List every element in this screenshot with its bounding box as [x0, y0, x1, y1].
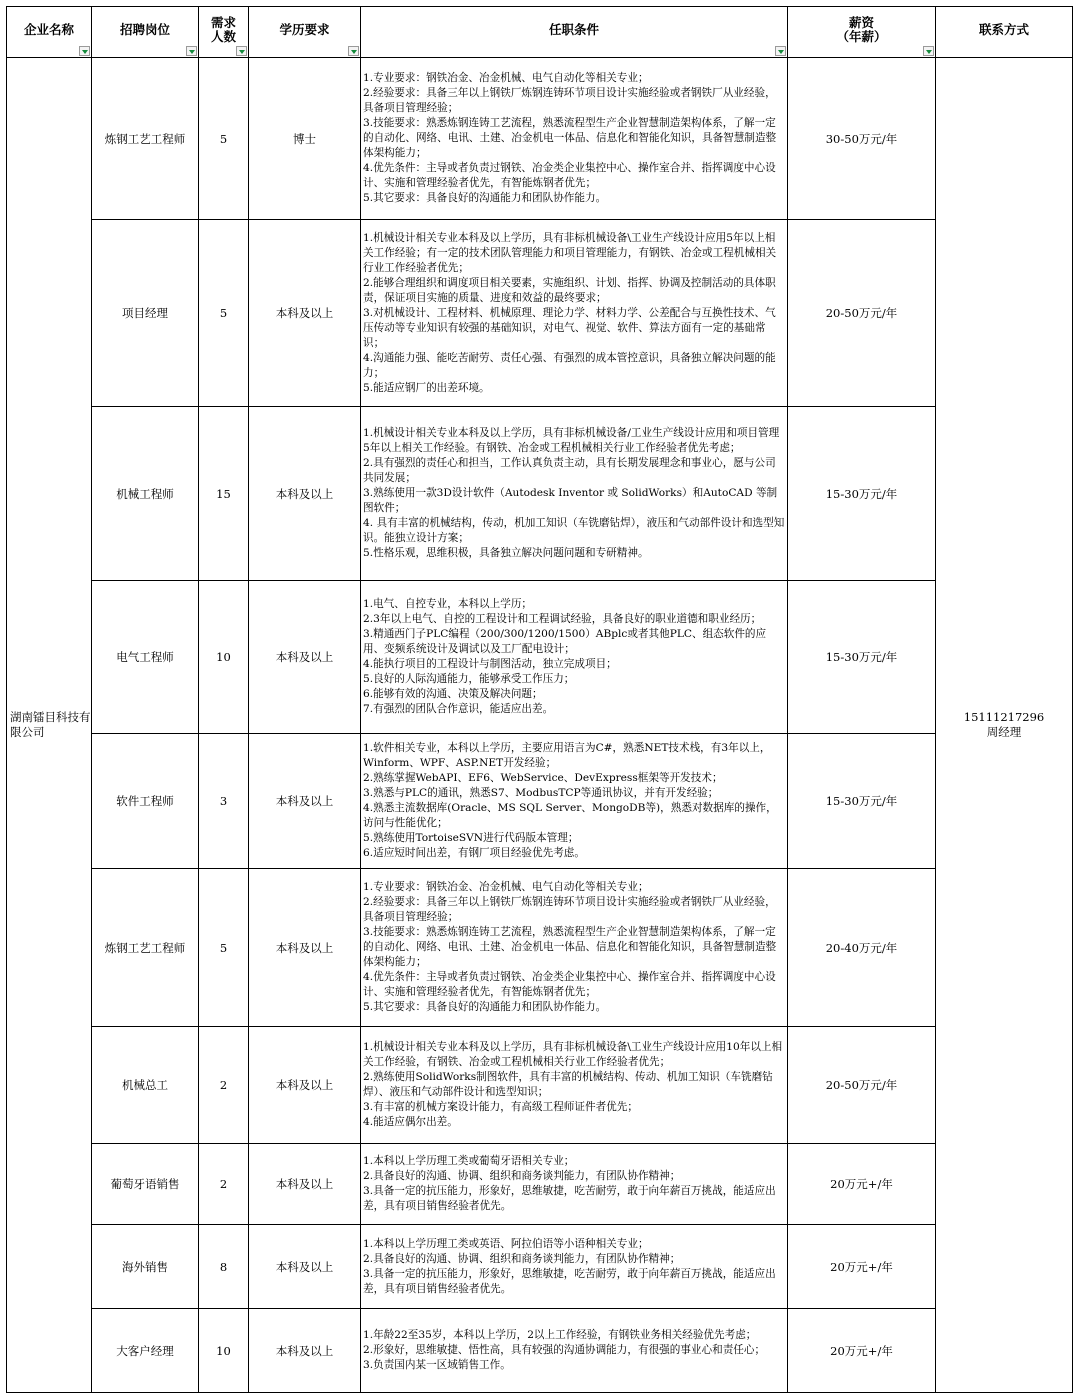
- requirement-line: 1.专业要求：钢铁冶金、冶金机械、电气自动化等相关专业；: [363, 881, 649, 893]
- table-row: [7, 1225, 1073, 1309]
- requirement-line: 6.适应短时间出差，有钢厂项目经验优先考虑。: [363, 847, 585, 859]
- requirement-line: 1.机械设计相关专业本科及以上学历，具有非标机械设备\工业生产线设计应用10年以上相关工作经验，有钢铁、冶金或工程机械相关行业工作经验者优先；: [363, 1041, 783, 1068]
- table-row: [7, 1309, 1073, 1393]
- filter-dropdown-icon[interactable]: [775, 46, 786, 56]
- education-cell[interactable]: 本科及以上: [249, 1027, 361, 1144]
- requirement-line: 2.具备良好的沟通、协调、组织和商务谈判能力，有团队协作精神；: [363, 1252, 681, 1265]
- count-cell[interactable]: 8: [199, 1225, 249, 1309]
- requirements-cell[interactable]: [361, 407, 788, 581]
- count-cell[interactable]: 5: [199, 58, 249, 220]
- filter-dropdown-icon[interactable]: [186, 46, 197, 56]
- requirement-line: 4.熟悉主流数据库(Oracle、MS SQL Server、MongoDB等)，熟悉对数据库的操作，访问与性能优化；: [363, 802, 777, 829]
- salary-cell[interactable]: 20万元+/年: [788, 1225, 936, 1309]
- requirement-line: 3.熟悉与PLC的通讯，熟悉S7、ModbusTCP等通讯协议，并有开发经验；: [363, 787, 719, 799]
- position-cell[interactable]: 海外销售: [92, 1225, 199, 1309]
- requirement-line: 2.能够合理组织和调度项目相关要素，实施组织、计划、指挥、协调及控制活动的具体职责，保证项目实施的质量、进度和效益的最终要求；: [363, 276, 776, 304]
- salary-cell[interactable]: 20万元+/年: [788, 1144, 936, 1225]
- requirements-cell[interactable]: [361, 220, 788, 407]
- position-cell[interactable]: 大客户经理: [92, 1309, 199, 1393]
- requirement-line: 5.其它要求：具备良好的沟通能力和团队协作能力。: [363, 192, 607, 204]
- requirement-line: 3.对机械设计、工程材料、机械原理、理论力学、材料力学、公差配合与互换性技术、气压传动等专业知识有较强的基础知识，对电气、视觉、软件、算法方面有一定的基础常识；: [363, 306, 776, 349]
- requirement-line: 2.经验要求：具备三年以上钢铁厂炼钢连铸环节项目设计实施经验或者钢铁厂从业经验，具备项目管理经验；: [363, 87, 776, 114]
- company-name-cell[interactable]: 湖南镭目科技有限公司: [7, 58, 92, 1393]
- position-cell[interactable]: 葡萄牙语销售: [92, 1144, 199, 1225]
- salary-cell[interactable]: 20万元+/年: [788, 1309, 936, 1393]
- requirement-line: 1.电气、自控专业，本科以上学历；: [363, 598, 533, 610]
- requirement-line: 3.精通西门子PLC编程（200/300/1200/1500）ABplc或者其他PLC、组态软件的应用、变频系统设计及调试以及工厂配电设计；: [363, 628, 767, 655]
- requirement-line: 4.沟通能力强、能吃苦耐劳、责任心强、有强烈的成本管控意识，具备独立解决问题的能力；: [363, 351, 776, 379]
- requirement-line: 5.其它要求：具备良好的沟通能力和团队协作能力。: [363, 1001, 607, 1013]
- table-row: [7, 869, 1073, 1027]
- filter-dropdown-icon[interactable]: [348, 46, 359, 56]
- education-cell[interactable]: 本科及以上: [249, 734, 361, 869]
- position-cell[interactable]: 软件工程师: [92, 734, 199, 869]
- education-cell[interactable]: 博士: [249, 58, 361, 220]
- count-cell[interactable]: 10: [199, 581, 249, 734]
- requirement-line: 3.熟练使用一款3D设计软件（Autodesk Inventor 或 SolidWorks）和AutoCAD 等制图软件；: [363, 487, 778, 514]
- requirement-line: 3.有丰富的机械方案设计能力，有高级工程师证件者优先；: [363, 1101, 638, 1113]
- requirements-cell[interactable]: [361, 1225, 788, 1309]
- table-row: [7, 1144, 1073, 1225]
- requirement-line: 1.机械设计相关专业本科及以上学历，具有非标机械设备/工业生产线设计应用和项目管理5年以上相关工作经验。有钢铁、冶金或工程机械相关行业工作经验者优先考虑；: [363, 427, 780, 454]
- education-cell[interactable]: 本科及以上: [249, 1144, 361, 1225]
- count-cell[interactable]: 2: [199, 1144, 249, 1225]
- requirement-line: 4.优先条件：主导或者负责过钢铁、冶金类企业集控中心、操作室合并、指挥调度中心设计、实施和管理经验者优先，有智能炼钢者优先；: [363, 162, 776, 189]
- position-cell[interactable]: 机械总工: [92, 1027, 199, 1144]
- salary-cell[interactable]: 20-50万元/年: [788, 220, 936, 407]
- header-contact: 联系方式: [936, 7, 1073, 58]
- filter-dropdown-icon[interactable]: [923, 46, 934, 56]
- requirement-line: 5.良好的人际沟通能力，能够承受工作压力；: [363, 673, 575, 685]
- requirement-line: 5.能适应钢厂的出差环境。: [363, 381, 490, 394]
- requirement-line: 2.具备良好的沟通、协调、组织和商务谈判能力，有团队协作精神；: [363, 1170, 681, 1182]
- requirement-line: 2.3年以上电气、自控的工程设计和工程调试经验，具备良好的职业道德和职业经历；: [363, 613, 762, 625]
- requirement-line: 4.能执行项目的工程设计与制图活动，独立完成项目；: [363, 658, 617, 670]
- table-body: [7, 58, 1073, 1393]
- salary-cell[interactable]: 30-50万元/年: [788, 58, 936, 220]
- requirement-line: 1.本科以上学历理工类或英语、阿拉伯语等小语种相关专业；: [363, 1237, 649, 1250]
- requirements-cell[interactable]: [361, 581, 788, 734]
- requirement-line: 2.熟练使用SolidWorks制图软件，具有丰富的机械结构、传动、机加工知识（车铣磨钻焊）、液压和气动部件设计和选型知识；: [363, 1071, 773, 1098]
- salary-cell[interactable]: 15-30万元/年: [788, 407, 936, 581]
- table-row: [7, 1027, 1073, 1144]
- header-requirements: 任职条件: [361, 7, 788, 58]
- header-company: 企业名称: [7, 7, 92, 58]
- recruitment-table: [6, 6, 1073, 1393]
- requirement-line: 2.经验要求：具备三年以上钢铁厂炼钢连铸环节项目设计实施经验或者钢铁厂从业经验，具备项目管理经验；: [363, 896, 776, 923]
- requirement-line: 6.能够有效的沟通、决策及解决问题；: [363, 688, 543, 700]
- requirement-line: 1.本科以上学历理工类或葡萄牙语相关专业；: [363, 1155, 575, 1167]
- requirement-line: 1.专业要求：钢铁冶金、冶金机械、电气自动化等相关专业；: [363, 72, 649, 84]
- requirement-line: 2.熟练掌握WebAPI、EF6、WebService、DevExpress框架等开发技术；: [363, 772, 723, 784]
- count-cell[interactable]: 2: [199, 1027, 249, 1144]
- requirement-line: 1.软件相关专业，本科以上学历，主要应用语言为C#，熟悉NET技术栈，有3年以上，Winform、WPF、ASP.NET开发经验；: [363, 742, 771, 769]
- header-salary: 薪资 （年薪）: [788, 7, 936, 58]
- contact-person: 周经理: [986, 725, 1022, 739]
- table-row: [7, 58, 1073, 220]
- requirement-line: 3.技能要求：熟悉炼钢连铸工艺流程，熟悉流程型生产企业智慧制造架构体系，了解一定的自动化、网络、电讯、土建、冶金机电一体品、信息化和智能化知识，具备智慧制造整体架构能力；: [363, 117, 777, 159]
- requirement-line: 3.负责国内某一区域销售工作。: [363, 1359, 511, 1371]
- header-row: [7, 7, 1073, 58]
- header-count: 需求 人数: [199, 7, 249, 58]
- salary-cell[interactable]: 15-30万元/年: [788, 734, 936, 869]
- requirements-cell[interactable]: [361, 869, 788, 1027]
- education-cell[interactable]: 本科及以上: [249, 1309, 361, 1393]
- requirement-line: 5.性格乐观，思维积极，具备独立解决问题问题和专研精神。: [363, 547, 649, 559]
- requirement-line: 4.优先条件：主导或者负责过钢铁、冶金类企业集控中心、操作室合并、指挥调度中心设计、实施和管理经验者优先，有智能炼钢者优先；: [363, 971, 776, 998]
- filter-dropdown-icon[interactable]: [236, 46, 247, 56]
- requirement-line: 2.具有强烈的责任心和担当，工作认真负责主动，具有长期发展理念和事业心，愿与公司共同发展；: [363, 457, 776, 484]
- requirements-cell[interactable]: [361, 1309, 788, 1393]
- requirement-line: 1.机械设计相关专业本科及以上学历，具有非标机械设备\工业生产线设计应用5年以上相关工作经验；有一定的技术团队管理能力和项目管理能力，有钢铁、冶金或工程机械相关行业工作经验者优先；: [363, 231, 777, 274]
- count-cell[interactable]: 15: [199, 407, 249, 581]
- requirements-cell[interactable]: [361, 1144, 788, 1225]
- table-row: [7, 734, 1073, 869]
- position-cell[interactable]: 炼钢工艺工程师: [92, 869, 199, 1027]
- header-education: 学历要求: [249, 7, 361, 58]
- requirements-cell[interactable]: [361, 734, 788, 869]
- requirement-line: 2.形象好，思维敏捷、悟性高，具有较强的沟通协调能力，有很强的事业心和责任心；: [363, 1344, 766, 1356]
- education-cell[interactable]: 本科及以上: [249, 407, 361, 581]
- count-cell[interactable]: 3: [199, 734, 249, 869]
- position-cell[interactable]: 电气工程师: [92, 581, 199, 734]
- contact-cell[interactable]: [936, 58, 1073, 1393]
- table-row: [7, 407, 1073, 581]
- requirement-line: 5.熟练使用TortoiseSVN进行代码版本管理；: [363, 832, 579, 844]
- position-cell[interactable]: 机械工程师: [92, 407, 199, 581]
- education-cell[interactable]: 本科及以上: [249, 220, 361, 407]
- count-cell[interactable]: 10: [199, 1309, 249, 1393]
- count-cell[interactable]: 5: [199, 869, 249, 1027]
- salary-cell[interactable]: 15-30万元/年: [788, 581, 936, 734]
- requirement-line: 3.具备一定的抗压能力，形象好，思维敏捷，吃苦耐劳，敢于向年薪百万挑战，能适应出差，具有项目销售经验者优先。: [363, 1185, 776, 1212]
- requirements-cell[interactable]: [361, 58, 788, 220]
- requirement-line: 7.有强烈的团队合作意识，能适应出差。: [363, 703, 554, 715]
- requirement-line: 1.年龄22至35岁，本科以上学历，2以上工作经验，有钢铁业务相关经验优先考虑；: [363, 1329, 757, 1341]
- contact-phone: 15111217296: [963, 710, 1045, 724]
- requirement-line: 3.具备一定的抗压能力，形象好，思维敏捷，吃苦耐劳，敢于向年薪百万挑战，能适应出差，具有项目销售经验者优先。: [363, 1267, 776, 1295]
- header-position: 招聘岗位: [92, 7, 199, 58]
- education-cell[interactable]: 本科及以上: [249, 1225, 361, 1309]
- requirements-cell[interactable]: [361, 1027, 788, 1144]
- education-cell[interactable]: 本科及以上: [249, 581, 361, 734]
- requirement-line: 4.能适应偶尔出差。: [363, 1116, 458, 1128]
- position-cell[interactable]: 项目经理: [92, 220, 199, 407]
- count-cell[interactable]: 5: [199, 220, 249, 407]
- education-cell[interactable]: 本科及以上: [249, 869, 361, 1027]
- salary-cell[interactable]: 20-50万元/年: [788, 1027, 936, 1144]
- position-cell[interactable]: 炼钢工艺工程师: [92, 58, 199, 220]
- requirement-line: 3.技能要求：熟悉炼钢连铸工艺流程，熟悉流程型生产企业智慧制造架构体系，了解一定的自动化、网络、电讯、土建、冶金机电一体品、信息化和智能化知识，具备智慧制造整体架构能力；: [363, 926, 777, 968]
- table-row: [7, 220, 1073, 407]
- salary-cell[interactable]: 20-40万元/年: [788, 869, 936, 1027]
- filter-dropdown-icon[interactable]: [79, 46, 90, 56]
- requirement-line: 4. 具有丰富的机械结构，传动，机加工知识（车铣磨钻焊），液压和气动部件设计和选型知识。能独立设计方案；: [363, 517, 785, 544]
- table-row: [7, 581, 1073, 734]
